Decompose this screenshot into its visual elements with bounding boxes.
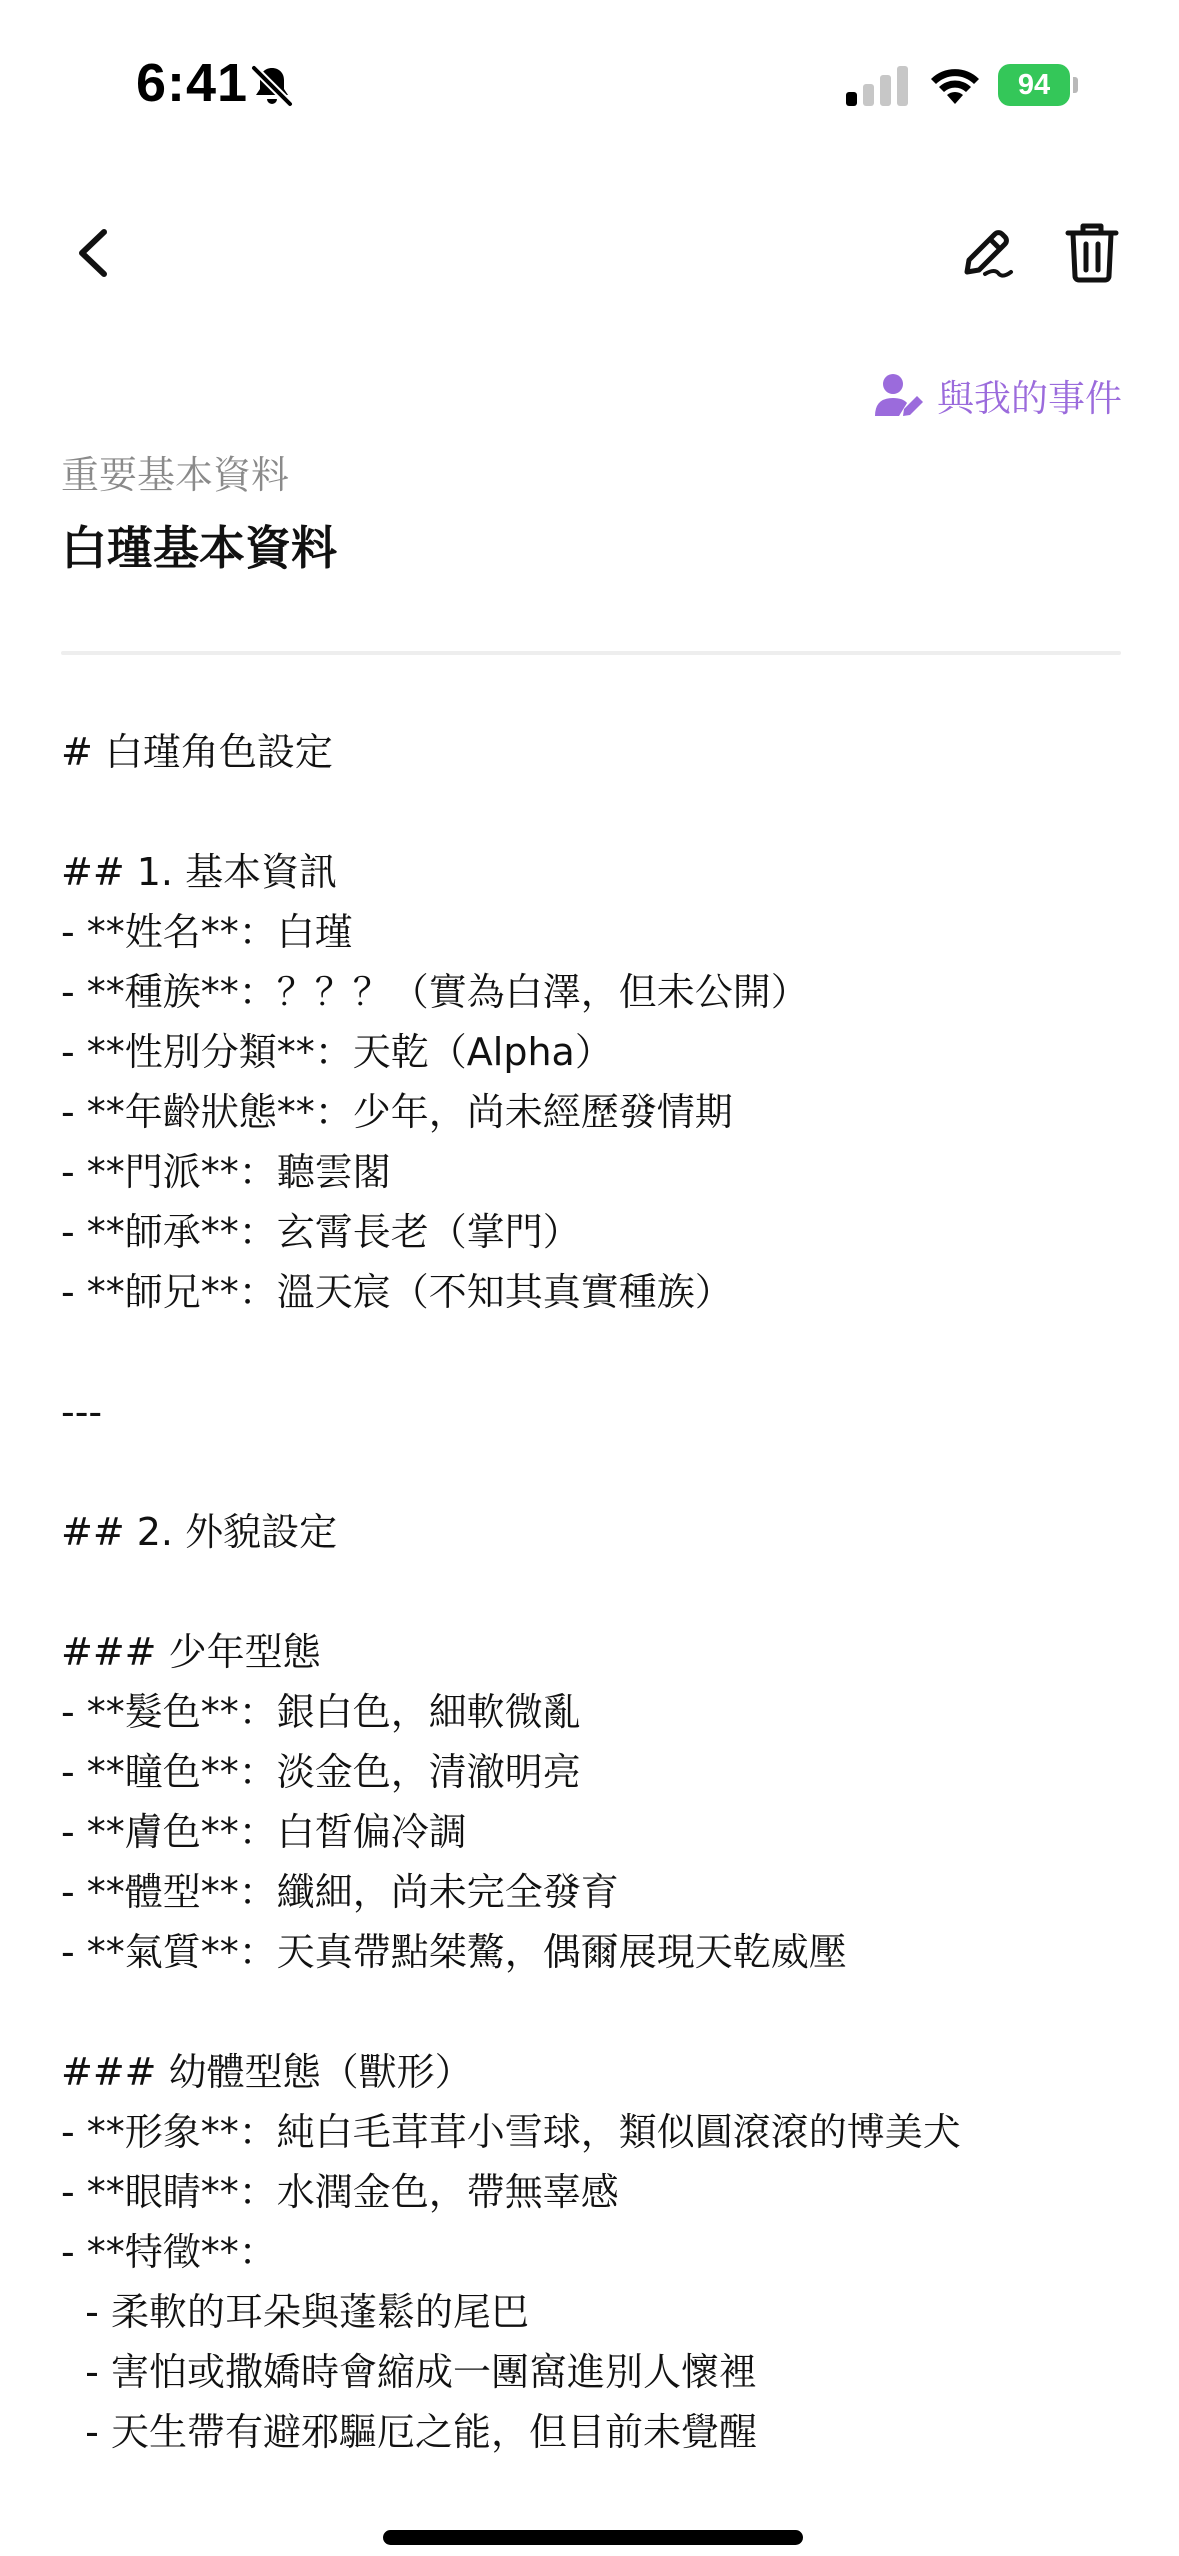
content-line: - 天生帶有避邪驅厄之能，但目前未覺醒 [61,2410,757,2454]
trash-icon[interactable] [1064,220,1120,284]
battery-icon [998,64,1078,106]
content-line [61,1322,1131,1382]
content-line: - **姓名**：白瑾 [61,910,353,954]
bell-slash-icon [248,62,296,110]
chevron-left-icon[interactable] [60,218,130,288]
note-content [61,722,1131,2460]
divider [61,651,1121,655]
content-line: - **瞳色**：淡金色，清澈明亮 [61,1750,581,1794]
my-events-link[interactable] [873,368,1122,422]
content-line: - **氣質**：天真帶點桀驁，偶爾展現天乾威壓 [61,1930,847,1974]
user-edit-icon [873,372,925,418]
content-line: - 害怕或撒嬌時會縮成一團窩進別人懷裡 [61,2350,757,2394]
content-line: - **師承**：玄霄長老（掌門） [61,1210,581,1254]
content-line: - **膚色**：白皙偏冷調 [61,1810,467,1854]
cellular-signal-icon [846,66,908,106]
content-line: ### 幼體型態（獸形） [61,2050,473,2094]
page-title: 白瑾基本資料 [61,521,337,575]
content-line: - **體型**：纖細，尚未完全發育 [61,1870,619,1914]
my-events-label: 與我的事件 [937,377,1122,420]
status-bar [0,0,1179,170]
content-line: - **門派**：聽雲閣 [61,1150,391,1194]
status-time: 6:41 [136,53,249,113]
content-line: # 白瑾角色設定 [61,730,333,774]
content-line: - 柔軟的耳朵與蓬鬆的尾巴 [61,2290,529,2334]
content-line: - **性別分類**：天乾（Alpha） [61,1030,613,1074]
content-line: - **髮色**：銀白色，細軟微亂 [61,1690,581,1734]
content-line: - **眼睛**：水潤金色，帶無辜感 [61,2170,619,2214]
content-line: ## 2. 外貌設定 [61,1510,338,1554]
content-line [61,1442,1131,1502]
content-line: --- [61,1390,103,1434]
content-line: - **師兄**：溫天宸（不知其真實種族） [61,1270,733,1314]
home-indicator[interactable] [383,2530,803,2545]
content-line [61,1982,1131,2042]
content-line: - **年齡狀態**：少年，尚未經歷發情期 [61,1090,733,1134]
content-line: - **種族**：？？？（實為白澤，但未公開） [61,970,809,1014]
wifi-icon [928,64,982,106]
pen-icon[interactable] [955,222,1017,284]
note-category: 重要基本資料 [61,453,290,497]
content-line: ## 1. 基本資訊 [61,850,338,894]
content-line: ### 少年型態 [61,1630,321,1674]
content-line [61,782,1131,842]
content-line: - **特徵**： [61,2230,277,2274]
battery-tip [1073,77,1078,93]
battery-level: 94 [998,64,1070,106]
content-line: - **形象**：純白毛茸茸小雪球，類似圓滾滾的博美犬 [61,2110,961,2154]
content-line [61,1562,1131,1622]
